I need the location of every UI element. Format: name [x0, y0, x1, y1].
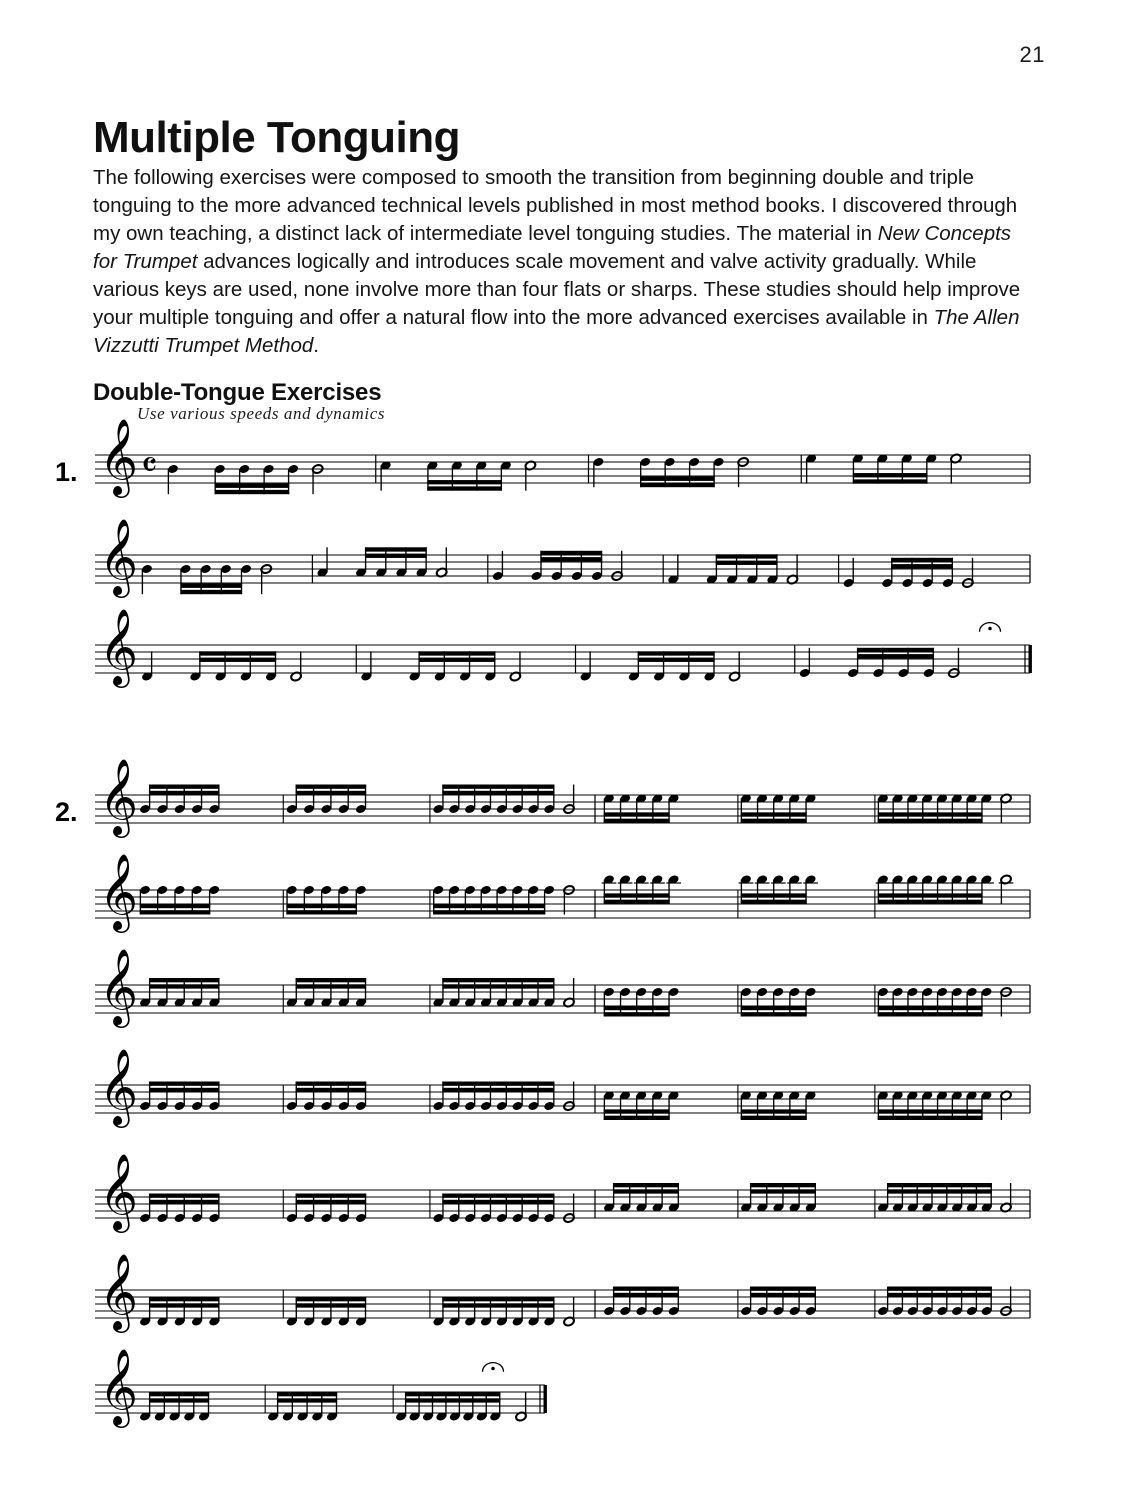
staff-svg — [0, 940, 1125, 1055]
intro-title-italic: New Concepts for Trumpet — [93, 221, 1012, 273]
page-number: 21 — [1019, 42, 1045, 67]
svg-text:𝄞: 𝄞 — [99, 1153, 138, 1231]
svg-text:𝄞: 𝄞 — [99, 758, 138, 836]
staff-svg — [0, 415, 1125, 525]
intro-text: . — [313, 334, 319, 358]
staff-svg — [0, 1340, 1125, 1455]
svg-text:𝄞: 𝄞 — [99, 418, 138, 496]
svg-text:𝄞: 𝄞 — [99, 1253, 138, 1331]
svg-text:𝄞: 𝄞 — [99, 948, 138, 1026]
exercise-2-system-7 — [0, 1340, 1125, 1455]
exercise-2-system-4 — [0, 1040, 1125, 1155]
staff — [0, 1040, 1125, 1155]
svg-text:𝄞: 𝄞 — [99, 1348, 138, 1426]
intro-title-italic: The Allen Vizzutti Trumpet Method — [93, 305, 1020, 358]
intro-paragraph — [93, 164, 1021, 361]
exercise-2-system-3 — [0, 940, 1125, 1055]
intro-text: advances logically and introduces scale movement and valve activity gradually. While various keys are used, none involve more than four flats or sharps. These studies should help improve your multiple tonguing and offer a natural flow into the more advanced exercises available in — [93, 249, 1021, 329]
staff-svg — [0, 1145, 1125, 1260]
staff-svg — [0, 1040, 1125, 1155]
svg-text:𝄞: 𝄞 — [99, 1048, 138, 1126]
exercise-number-2: 2. — [55, 797, 78, 827]
svg-text:𝄞: 𝄞 — [99, 518, 138, 596]
exercise-2-system-5 — [0, 1145, 1125, 1260]
exercise-1-system-1 — [0, 415, 1125, 525]
exercise-number-1: 1. — [55, 457, 78, 487]
staff — [0, 415, 1125, 525]
svg-text:𝄴: 𝄴 — [141, 443, 158, 487]
staff-svg — [0, 605, 1125, 715]
staff — [0, 1145, 1125, 1260]
svg-text:𝄞: 𝄞 — [99, 608, 138, 686]
page-title: Multiple Tonguing — [93, 113, 461, 163]
exercise-1-system-3 — [0, 605, 1125, 715]
intro-text: The following exercises were composed to smooth the transition from beginning double and triple tonguing to the more advanced technical levels published in most method books. I discovered through my own teaching, a distinct lack of intermediate level tonguing studies. The material in — [93, 165, 1018, 245]
staff — [0, 1340, 1125, 1455]
staff — [0, 940, 1125, 1055]
performance-note: Use various speeds and dynamics — [137, 404, 386, 423]
svg-text:𝄞: 𝄞 — [99, 853, 138, 931]
staff — [0, 605, 1125, 715]
section-heading: Double-Tongue Exercises — [93, 378, 382, 406]
